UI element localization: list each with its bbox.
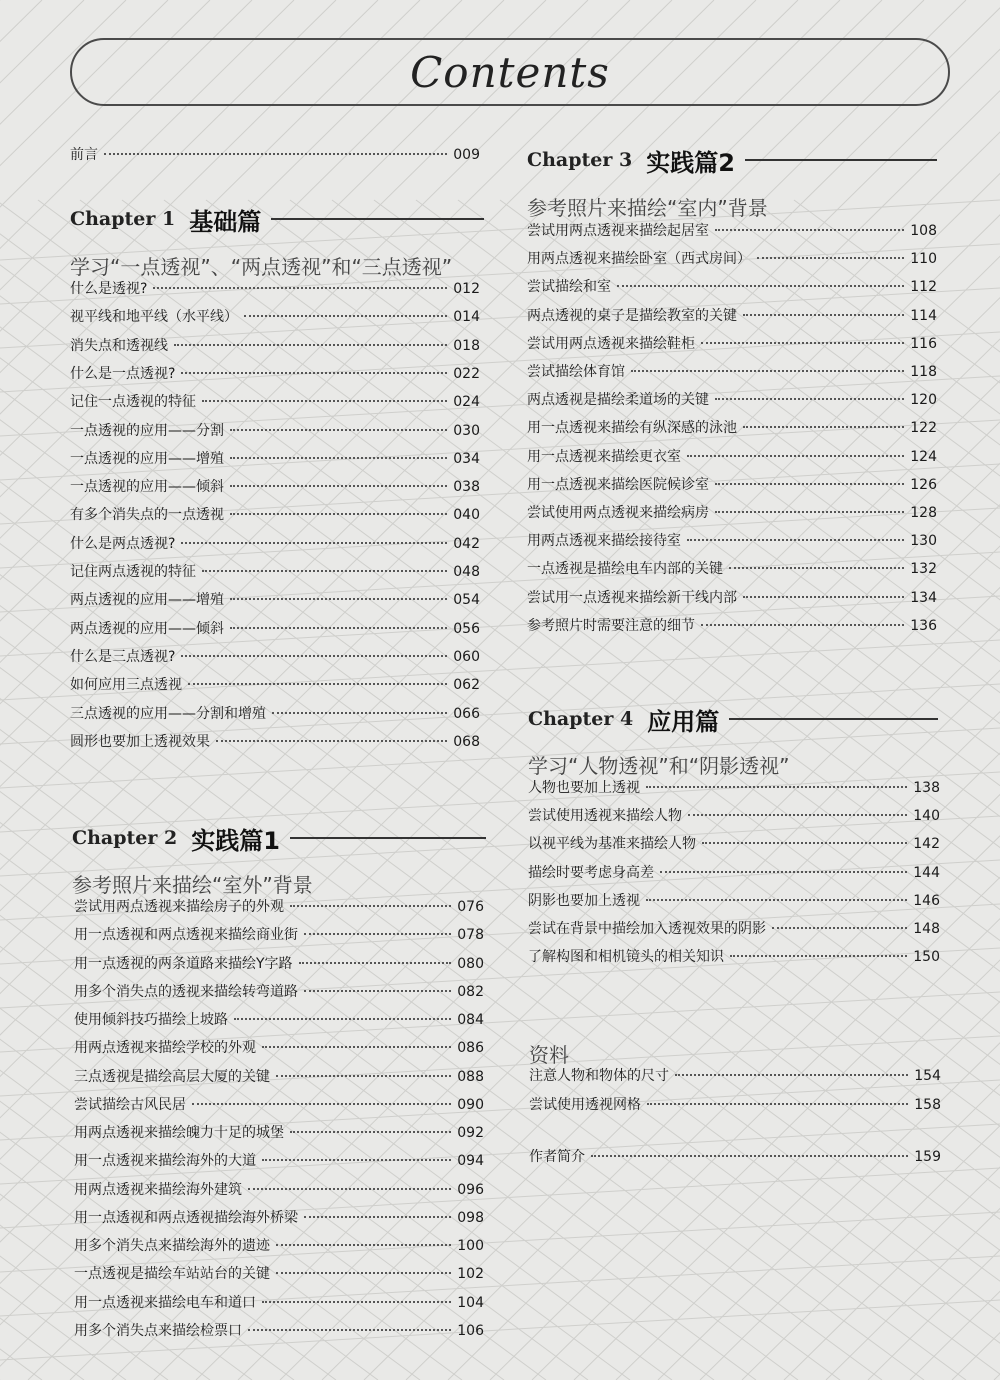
entry-page: 012	[453, 281, 480, 297]
leader-dots	[181, 372, 447, 374]
entry-label: 视平线和地平线（水平线）	[70, 309, 238, 326]
entry-page: 100	[457, 1238, 484, 1254]
leader-dots	[192, 1103, 451, 1105]
entry-label: 一点透视是描绘车站站台的关键	[74, 1266, 270, 1283]
entry-label: 用一点透视和两点透视描绘海外桥梁	[74, 1209, 298, 1226]
toc-entry[interactable]	[74, 983, 484, 1001]
entry-label: 用两点透视来描绘海外建筑	[74, 1181, 242, 1198]
entry-page: 158	[914, 1096, 941, 1113]
toc-entry[interactable]	[74, 1294, 484, 1312]
leader-dots	[617, 285, 904, 287]
entry-page: 022	[453, 365, 480, 382]
toc-entry[interactable]	[527, 278, 937, 296]
entry-page: 116	[910, 335, 937, 352]
entry-page: 024	[453, 394, 480, 411]
grid-line	[952, 0, 1000, 1380]
entry-label: 两点透视的桌子是描绘教室的关键	[527, 307, 737, 324]
leader-dots	[276, 1075, 451, 1077]
leader-dots	[772, 927, 907, 929]
leader-dots	[687, 539, 904, 541]
toc-entry[interactable]	[527, 250, 937, 268]
entry-label: 用一点透视来描绘有纵深感的泳池	[527, 420, 737, 437]
toc-entry[interactable]	[527, 307, 937, 325]
entry-label: 尝试使用两点透视来描绘病房	[527, 505, 709, 521]
toc-entry[interactable]	[527, 476, 937, 494]
chapter-number: Chapter 1	[70, 208, 176, 230]
entry-label: 消失点和透视线	[70, 337, 168, 354]
chapter-number: Chapter 2	[72, 827, 178, 849]
leader-dots	[188, 683, 447, 685]
entry-page: 040	[453, 507, 480, 524]
leader-dots	[104, 153, 447, 155]
entry-label: 尝试用一点透视来描绘新干线内部	[527, 589, 737, 606]
toc-entry[interactable]	[70, 506, 480, 524]
leader-dots	[631, 370, 904, 372]
toc-entry[interactable]	[527, 222, 937, 240]
entry-page: 144	[913, 864, 940, 881]
chapter-name: 基础篇	[189, 207, 262, 236]
leader-dots	[290, 1131, 451, 1133]
entry-page: 060	[453, 648, 480, 665]
toc-entry[interactable]	[74, 898, 484, 916]
leader-dots	[647, 1103, 908, 1105]
entry-label: 用两点透视来描绘学校的外观	[74, 1040, 256, 1057]
toc-entry[interactable]	[527, 504, 937, 522]
leader-dots	[715, 483, 904, 485]
leader-dots	[262, 1046, 451, 1048]
leader-dots	[715, 229, 904, 231]
chapter-number: Chapter 3	[527, 149, 633, 171]
chapter-2-heading	[72, 823, 486, 853]
entry-label: 用一点透视来描绘电车和道口	[74, 1294, 256, 1311]
entry-page: 124	[910, 448, 937, 465]
entry-page: 154	[914, 1068, 941, 1084]
entry-page: 082	[457, 983, 484, 1000]
entry-page: 112	[910, 279, 937, 296]
entry-label: 用多个消失点的透视来描绘转弯道路	[74, 983, 298, 1000]
entry-label: 记住两点透视的特征	[70, 564, 196, 580]
toc-entry[interactable]	[527, 560, 937, 578]
entry-page: 108	[910, 223, 937, 239]
entry-page: 078	[457, 927, 484, 944]
entry-page: 142	[913, 836, 940, 853]
entry-label: 了解构图和相机镜头的相关知识	[528, 949, 724, 966]
toc-entry[interactable]	[70, 620, 480, 638]
toc-entry[interactable]	[70, 733, 480, 751]
leader-dots	[304, 990, 451, 992]
chapter-4-heading	[528, 704, 938, 734]
leader-dots	[272, 712, 447, 714]
toc-entry[interactable]	[527, 419, 937, 437]
entry-label: 人物也要加上透视	[528, 780, 640, 796]
entry-page: 136	[910, 617, 937, 634]
leader-dots	[230, 429, 447, 431]
entry-page: 150	[913, 949, 940, 966]
leader-dots	[230, 457, 447, 459]
entry-label: 如何应用三点透视	[70, 677, 182, 694]
toc-entry-author[interactable]	[529, 1148, 941, 1166]
entry-page: 118	[910, 364, 937, 380]
entry-page: 084	[457, 1012, 484, 1028]
toc-entry[interactable]	[528, 920, 940, 938]
entry-label: 用两点透视来描绘卧室（西式房间）	[527, 251, 751, 268]
entry-label: 一点透视的应用——分割	[70, 422, 224, 439]
entry-label: 一点透视是描绘电车内部的关键	[527, 561, 723, 578]
entry-page: 068	[453, 733, 480, 750]
entry-page: 014	[453, 309, 480, 326]
entry-label: 什么是两点透视?	[70, 535, 176, 552]
toc-entry[interactable]	[70, 365, 480, 383]
toc-entry[interactable]	[70, 280, 480, 298]
toc-entry[interactable]	[70, 676, 480, 694]
leader-dots	[230, 513, 447, 515]
entry-page: 080	[457, 955, 484, 972]
toc-entry[interactable]	[527, 617, 937, 635]
toc-entry[interactable]	[70, 450, 480, 468]
toc-entry[interactable]	[527, 335, 937, 353]
leader-dots	[743, 426, 904, 428]
entry-label: 三点透视的应用——分割和增殖	[70, 705, 266, 722]
grid-line	[826, 0, 1000, 1380]
entry-label: 用多个消失点来描绘海外的遗迹	[74, 1238, 270, 1254]
entry-page: 086	[457, 1040, 484, 1057]
toc-entry[interactable]	[528, 779, 940, 797]
leader-dots	[248, 1188, 451, 1190]
toc-entry[interactable]	[70, 422, 480, 440]
entry-page: 098	[457, 1209, 484, 1226]
chapter-1-heading	[70, 204, 484, 234]
grid-line	[868, 0, 1000, 1380]
entry-label: 用一点透视的两条道路来描绘Y字路	[74, 955, 293, 972]
entry-label: 什么是透视?	[70, 281, 148, 297]
leader-dots	[153, 287, 447, 289]
entry-page: 114	[910, 307, 937, 324]
chapter-name: 应用篇	[647, 707, 720, 736]
toc-entry[interactable]	[74, 1152, 484, 1170]
entry-page: 076	[457, 899, 484, 915]
entry-page: 009	[453, 147, 480, 163]
entry-page: 122	[910, 420, 937, 437]
leader-dots	[174, 344, 447, 346]
entry-label: 用两点透视来描绘魄力十足的城堡	[74, 1125, 284, 1141]
toc-entry[interactable]	[74, 1265, 484, 1283]
entry-page: 148	[913, 921, 940, 937]
leader-dots	[304, 1216, 451, 1218]
entry-label: 以视平线为基准来描绘人物	[528, 836, 696, 853]
entry-label: 描绘时要考虑身高差	[528, 864, 654, 881]
chapter-number: Chapter 4	[528, 708, 634, 730]
entry-label: 尝试用两点透视来描绘起居室	[527, 223, 709, 239]
entry-page: 042	[453, 535, 480, 552]
leader-dots	[743, 596, 904, 598]
toc-entry[interactable]	[74, 1322, 484, 1340]
entry-label: 尝试描绘和室	[527, 279, 611, 296]
leader-dots	[743, 314, 904, 316]
entry-label: 两点透视的应用——倾斜	[70, 620, 224, 637]
toc-entry[interactable]	[74, 1096, 484, 1114]
toc-entry[interactable]	[70, 591, 480, 609]
leader-dots	[304, 933, 451, 935]
toc-entry[interactable]	[528, 835, 940, 853]
entry-page: 132	[910, 561, 937, 578]
chapter-name: 实践篇1	[191, 826, 280, 855]
chapter-4-subtitle: 学习“人物透视”和“阴影透视”	[528, 754, 790, 778]
chapter-rule	[729, 718, 938, 720]
leader-dots	[646, 899, 907, 901]
entry-page: 034	[453, 450, 480, 467]
contents-title-box	[70, 38, 950, 106]
leader-dots	[701, 624, 904, 626]
leader-dots	[688, 814, 907, 816]
leader-dots	[262, 1159, 451, 1161]
leader-dots	[660, 871, 907, 873]
entry-label: 用一点透视来描绘医院候诊室	[527, 476, 709, 493]
leader-dots	[248, 1329, 451, 1331]
chapter-rule	[290, 837, 486, 839]
toc-entry[interactable]	[74, 1124, 484, 1142]
entry-page: 134	[910, 589, 937, 606]
toc-entry[interactable]	[527, 448, 937, 466]
entry-label: 两点透视是描绘柔道场的关键	[527, 392, 709, 409]
grid-line	[0, 200, 42, 1380]
toc-entry[interactable]	[527, 589, 937, 607]
entry-label: 阴影也要加上透视	[528, 892, 640, 909]
entry-label: 注意人物和物体的尺寸	[529, 1068, 669, 1084]
toc-entry[interactable]	[70, 705, 480, 723]
entry-page: 110	[910, 251, 937, 268]
leader-dots	[230, 485, 447, 487]
grid-line	[910, 0, 1000, 1380]
entry-page: 102	[457, 1266, 484, 1283]
leader-dots	[230, 598, 447, 600]
grid-line	[742, 0, 1000, 1380]
leader-dots	[276, 1244, 451, 1246]
entry-label: 圆形也要加上透视效果	[70, 733, 210, 750]
entry-label: 记住一点透视的特征	[70, 394, 196, 411]
chapter-name: 实践篇2	[646, 148, 735, 177]
toc-entry[interactable]	[527, 532, 937, 550]
entry-label: 尝试描绘体育馆	[527, 364, 625, 380]
entry-page: 130	[910, 533, 937, 550]
toc-entry[interactable]	[74, 955, 484, 973]
toc-entry[interactable]	[529, 1096, 941, 1114]
leader-dots	[234, 1018, 451, 1020]
leader-dots	[702, 842, 907, 844]
entry-label: 前言	[70, 147, 98, 163]
leader-dots	[730, 955, 907, 957]
entry-page: 138	[913, 780, 940, 796]
entry-page: 104	[457, 1294, 484, 1311]
toc-entry[interactable]	[74, 1209, 484, 1227]
entry-label: 尝试使用透视网格	[529, 1096, 641, 1113]
toc-entry[interactable]	[527, 391, 937, 409]
entry-page: 140	[913, 808, 940, 825]
toc-entry[interactable]	[527, 363, 937, 381]
toc-entry[interactable]	[528, 892, 940, 910]
entry-page: 056	[453, 620, 480, 637]
entry-page: 120	[910, 392, 937, 409]
toc-entry[interactable]	[70, 393, 480, 411]
entry-label: 用一点透视来描绘更衣室	[527, 448, 681, 465]
entry-label: 两点透视的应用——增殖	[70, 592, 224, 609]
entry-page: 062	[453, 677, 480, 694]
toc-entry[interactable]	[74, 926, 484, 944]
leader-dots	[202, 570, 447, 572]
entry-label: 尝试描绘古风民居	[74, 1096, 186, 1113]
entry-page: 146	[913, 892, 940, 909]
entry-page: 054	[453, 592, 480, 609]
toc-entry[interactable]	[70, 337, 480, 355]
toc-entry[interactable]	[74, 1237, 484, 1255]
toc-entry-preface[interactable]	[70, 146, 480, 164]
leader-dots	[216, 740, 447, 742]
leader-dots	[591, 1155, 908, 1157]
leader-dots	[299, 962, 452, 964]
leader-dots	[202, 400, 447, 402]
leader-dots	[262, 1301, 451, 1303]
leader-dots	[701, 342, 904, 344]
toc-entry[interactable]	[70, 648, 480, 666]
toc-entry[interactable]	[74, 1011, 484, 1029]
leader-dots	[729, 567, 904, 569]
entry-label: 有多个消失点的一点透视	[70, 507, 224, 524]
toc-entry[interactable]	[74, 1039, 484, 1057]
toc-entry[interactable]	[74, 1068, 484, 1086]
leader-dots	[687, 455, 904, 457]
toc-entry[interactable]	[70, 308, 480, 326]
entry-label: 什么是三点透视?	[70, 648, 176, 665]
entry-label: 尝试用两点透视来描绘房子的外观	[74, 899, 284, 915]
chapter-3-heading	[527, 145, 937, 175]
entry-page: 030	[453, 422, 480, 439]
entry-label: 尝试用两点透视来描绘鞋柜	[527, 335, 695, 352]
entry-page: 038	[453, 479, 480, 496]
entry-label: 作者简介	[529, 1149, 585, 1165]
toc-entry[interactable]	[70, 478, 480, 496]
entry-page: 128	[910, 505, 937, 521]
entry-page: 106	[457, 1322, 484, 1339]
leader-dots	[290, 905, 451, 907]
toc-entry[interactable]	[529, 1067, 941, 1085]
entry-label: 尝试在背景中描绘加入透视效果的阴影	[528, 921, 766, 937]
leader-dots	[715, 511, 904, 513]
entry-label: 用多个消失点来描绘检票口	[74, 1322, 242, 1339]
leader-dots	[244, 315, 447, 317]
entry-label: 尝试使用透视来描绘人物	[528, 808, 682, 825]
toc-entry[interactable]	[528, 864, 940, 882]
leader-dots	[230, 627, 447, 629]
leader-dots	[181, 542, 447, 544]
entry-label: 参考照片时需要注意的细节	[527, 617, 695, 634]
entry-label: 用一点透视来描绘海外的大道	[74, 1153, 256, 1170]
chapter-rule	[271, 218, 484, 220]
entry-page: 066	[453, 705, 480, 722]
resources-heading: 资料	[529, 1043, 569, 1067]
entry-label: 一点透视的应用——增殖	[70, 450, 224, 467]
chapter-3-subtitle: 参考照片来描绘“室内”背景	[527, 196, 768, 220]
leader-dots	[715, 398, 904, 400]
toc-entry[interactable]	[528, 948, 940, 966]
entry-label: 用两点透视来描绘接待室	[527, 533, 681, 550]
entry-page: 159	[914, 1149, 941, 1165]
toc-entry[interactable]	[74, 1181, 484, 1199]
leader-dots	[646, 786, 907, 788]
entry-page: 126	[910, 476, 937, 493]
entry-page: 092	[457, 1125, 484, 1141]
chapter-1-subtitle: 学习“一点透视”、“两点透视”和“三点透视”	[70, 255, 453, 279]
chapter-rule	[745, 159, 937, 161]
entry-page: 048	[453, 564, 480, 580]
chapter-2-subtitle: 参考照片来描绘“室外”背景	[72, 873, 313, 897]
entry-label: 使用倾斜技巧描绘上坡路	[74, 1012, 228, 1028]
leader-dots	[181, 655, 447, 657]
page-title: Contents	[410, 47, 610, 97]
leader-dots	[675, 1074, 908, 1076]
toc-entry[interactable]	[70, 535, 480, 553]
entry-label: 什么是一点透视?	[70, 365, 176, 382]
entry-page: 096	[457, 1181, 484, 1198]
toc-entry[interactable]	[528, 807, 940, 825]
entry-label: 三点透视是描绘高层大厦的关键	[74, 1068, 270, 1085]
entry-label: 用一点透视和两点透视来描绘商业街	[74, 927, 298, 944]
grid-line	[994, 0, 1000, 1380]
entry-page: 090	[457, 1096, 484, 1113]
leader-dots	[276, 1272, 451, 1274]
entry-label: 一点透视的应用——倾斜	[70, 479, 224, 496]
toc-entry[interactable]	[70, 563, 480, 581]
entry-page: 018	[453, 337, 480, 354]
entry-page: 094	[457, 1153, 484, 1170]
leader-dots	[757, 257, 904, 259]
entry-page: 088	[457, 1068, 484, 1085]
grid-line	[784, 0, 1000, 1380]
grid-line	[0, 0, 42, 1380]
